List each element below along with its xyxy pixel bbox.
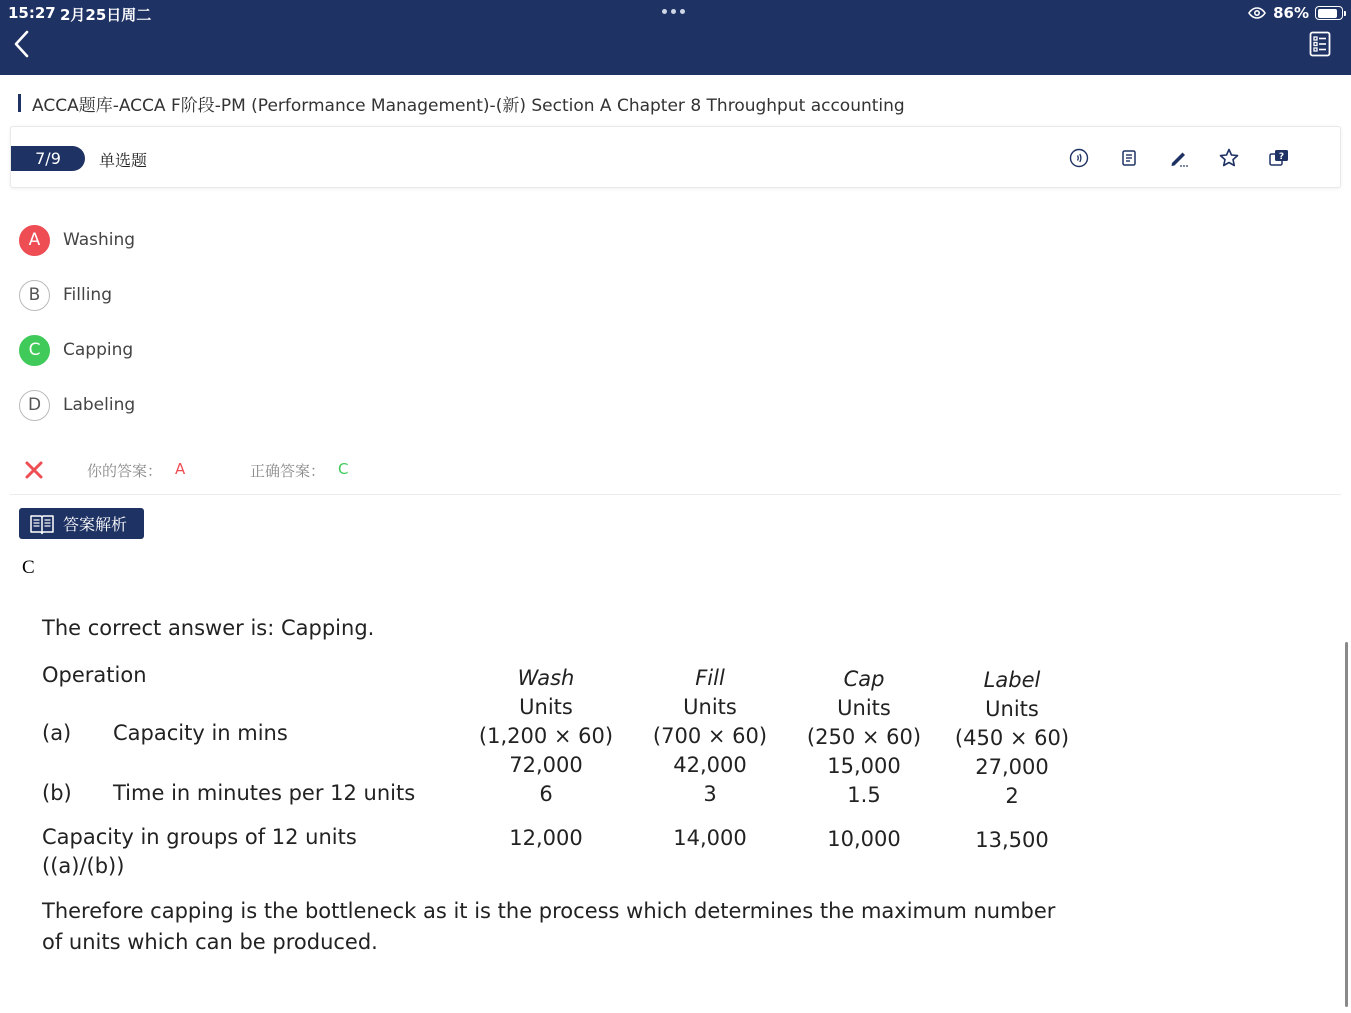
explanation-conclusion: Therefore capping is the bottleneck as it is the process which determines the maximum number of units which can be produced. <box>42 899 1056 954</box>
breadcrumb-title: ACCA题库-ACCA F阶段-PM (Performance Management)-(新) Section A Chapter 8 Throughput accounting <box>32 95 905 116</box>
battery-percent: 86% <box>1273 4 1309 22</box>
groups-cell: 10,000 <box>827 827 901 851</box>
row-a-key: (a) <box>42 721 72 745</box>
column-name: Fill <box>695 666 725 690</box>
top-bar <box>0 0 1351 75</box>
option-a[interactable] <box>19 224 135 256</box>
time-cell: 6 <box>539 782 553 806</box>
option-text: Filling <box>63 285 112 305</box>
formula-cell: (700 × 60) <box>652 724 768 748</box>
star-icon[interactable] <box>1217 146 1241 170</box>
correct-answer-value: C <box>338 460 349 478</box>
groups-cell: 14,000 <box>673 826 747 850</box>
screen-lock-icon <box>1247 6 1267 20</box>
divider <box>10 494 1341 495</box>
option-c[interactable] <box>19 334 133 366</box>
book-icon <box>29 513 55 535</box>
column-cap <box>784 665 944 723</box>
time-cell: 3 <box>703 782 717 806</box>
explanation-intro: The correct answer is: Capping. <box>42 616 375 640</box>
pencil-icon[interactable] <box>1167 146 1191 170</box>
capacity-cell: 27,000 <box>975 755 1049 779</box>
status-date: 2月25日周二 <box>60 6 152 24</box>
formula-cell: (1,200 × 60) <box>478 724 614 748</box>
column-unit: Units <box>519 695 573 719</box>
column-name: Cap <box>843 667 885 691</box>
column-unit: Units <box>683 695 737 719</box>
capacity-cell: 72,000 <box>509 753 583 777</box>
status-right <box>1247 4 1343 22</box>
column-fill <box>630 664 790 722</box>
option-letter: B <box>19 280 50 311</box>
close-icon <box>24 460 44 480</box>
column-unit: Units <box>985 697 1039 721</box>
list-icon[interactable] <box>1309 31 1331 57</box>
time-cell: 2 <box>1005 784 1019 808</box>
your-answer-value: A <box>175 460 186 478</box>
operation-label: Operation <box>42 663 147 687</box>
note-icon[interactable] <box>1117 146 1141 170</box>
status-time: 15:27 <box>8 4 56 22</box>
row-b-label: Time in minutes per 12 units <box>113 781 416 805</box>
scrollbar[interactable] <box>1345 642 1348 1007</box>
question-type: 单选题 <box>99 151 148 170</box>
formula-cell: (250 × 60) <box>806 725 922 749</box>
explanation-answer-letter: C <box>22 557 35 578</box>
row-c-formula: ((a)/(b)) <box>42 854 125 878</box>
row-a-label: Capacity in mins <box>113 721 288 745</box>
column-wash <box>466 664 626 722</box>
correct-answer-label: 正确答案： <box>250 462 326 480</box>
svg-text:?: ? <box>1278 152 1285 162</box>
question-icon[interactable] <box>1267 146 1291 170</box>
option-d[interactable] <box>19 389 135 421</box>
multitask-dots-icon[interactable] <box>662 9 685 14</box>
back-button[interactable] <box>10 28 34 60</box>
explanation-badge <box>19 508 144 539</box>
capacity-cell: 15,000 <box>827 754 901 778</box>
row-b-key: (b) <box>42 781 72 805</box>
column-name: Label <box>983 668 1041 692</box>
option-letter: D <box>19 390 50 421</box>
time-cell: 1.5 <box>847 783 881 807</box>
option-letter: A <box>19 225 50 256</box>
audio-icon[interactable] <box>1067 146 1091 170</box>
groups-cell: 12,000 <box>509 826 583 850</box>
formula-cell: (450 × 60) <box>954 726 1070 750</box>
groups-cell: 13,500 <box>975 828 1049 852</box>
capacity-cell: 42,000 <box>673 753 747 777</box>
option-text: Washing <box>63 230 136 250</box>
row-c-label: Capacity in groups of 12 units <box>42 825 357 849</box>
battery-icon <box>1315 6 1343 20</box>
question-header <box>10 126 1341 188</box>
column-label <box>932 666 1092 724</box>
breadcrumb-accent <box>18 94 21 112</box>
breadcrumb <box>18 92 905 114</box>
option-text: Capping <box>63 340 134 360</box>
option-text: Labeling <box>63 395 136 415</box>
your-answer-label: 你的答案： <box>87 462 163 480</box>
column-name: Wash <box>517 666 575 690</box>
answer-row <box>24 458 524 482</box>
column-unit: Units <box>837 696 891 720</box>
explanation-content <box>0 600 1351 1013</box>
explanation-badge-label: 答案解析 <box>63 515 128 534</box>
option-letter: C <box>19 335 50 366</box>
option-b[interactable] <box>19 279 112 311</box>
question-number: 7/9 <box>11 146 85 171</box>
